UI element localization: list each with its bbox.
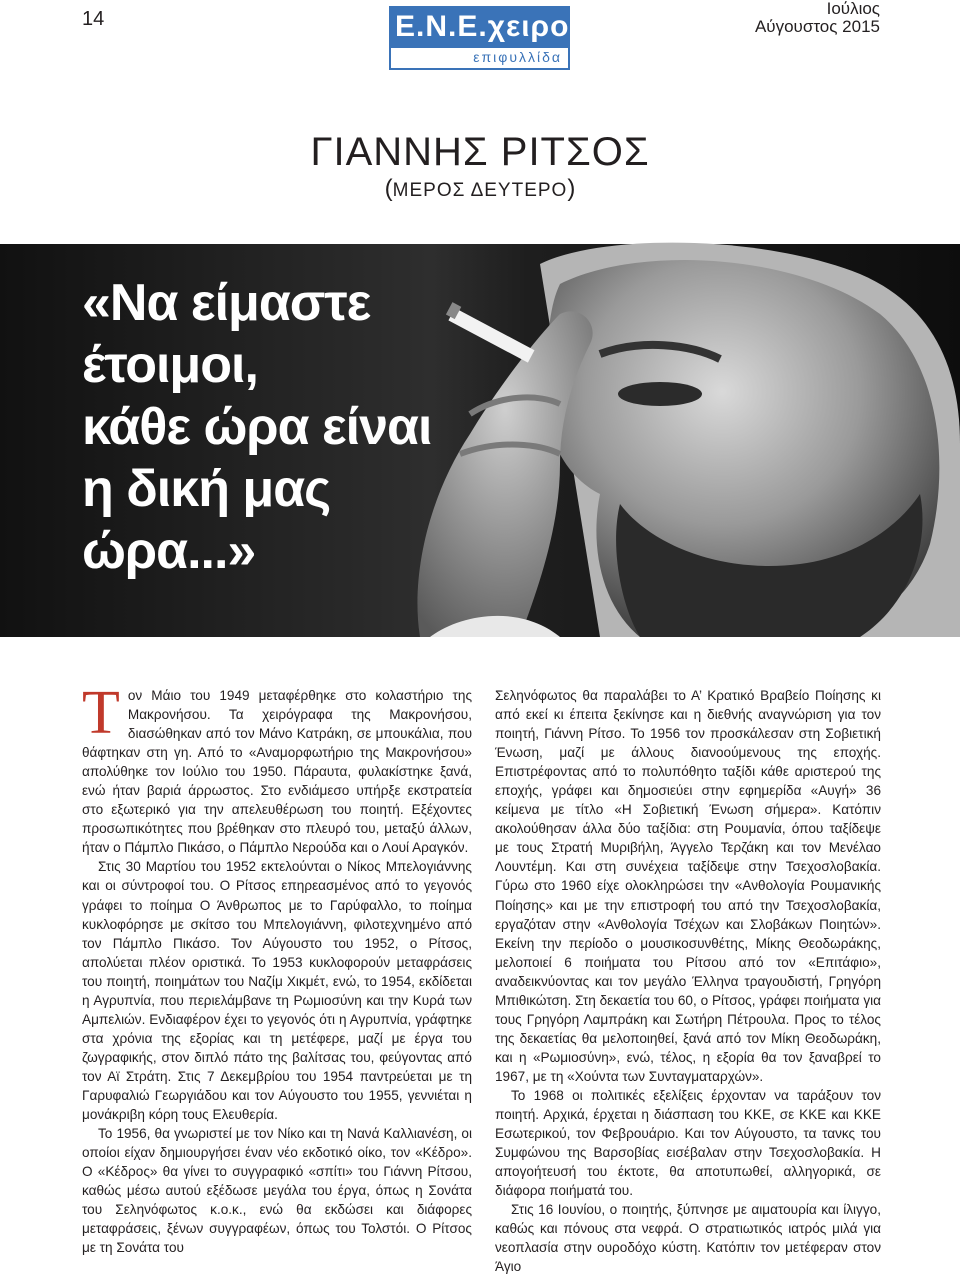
body-paragraph: Στις 16 Ιουνίου, ο ποιητής, ξύπνησε με αιματουρία και ίλιγγο, καθώς και πόνους στα νεφρά. Ο στρατιωτικός ιατρός μιλά για νεοπλασία στην ουροδόχο κύστη. Κατόπιν τον μετέφεραν στον Άγιο: [495, 1202, 881, 1275]
article-column-right: [495, 686, 881, 1276]
publication-logo: [389, 6, 570, 70]
paragraph-text: ον Μάιο του 1949 μεταφέρθηκε στο κολαστήριο της Μακρονήσου. Τα χειρόγραφα της Μακρονήσου, διασώθηκαν από τον Μάνο Κατράκη, σε μπουκάλια, που θάφτηκαν στη γη. Από το «Αναμορφωτήριο της Μακρονήσου» απολύθηκε τον Ιούλιο του 1950. Πάραυτα, φυλακίστηκε ξανά, ενώ ήταν βαριά άρρωστος. Στο ενδιάμεσο υπήρξε εκστρατεία στο εξωτερικό για την απελευθέρωση του ποιητή. Εξέχοντες προσωπικότητες που βρέθηκαν στο πλευρό του, μεταξύ άλλων, ήταν ο Πάμπλο Πικάσο, ο Πάμπλο Νερούδα και ο Λουί Αραγκόν.: [82, 688, 472, 856]
issue-date: [755, 0, 880, 36]
body-paragraph: Το 1968 οι πολιτικές εξελίξεις έρχονταν να ταράξουν τον ποιητή. Αρχικά, έρχεται η διάσπαση του ΚΚΕ, σε ΚΚΕ και ΚΚΕ Εσωτερικού, τον Φεβρουάριο. Και τον Αύγουστο, τα τανκς του Συμφώνου της Βαρσοβίας εισέβαλαν στην Τσεχοσλοβακία. Η απογοήτευσή του έκτοτε, θα αποτυπωθεί, αλληγορικά, σε διάφορα ποιήματά του.: [495, 1087, 881, 1199]
issue-month-year: Αύγουστος 2015: [754, 17, 880, 36]
logo-sub: επιφυλλίδα: [389, 48, 570, 70]
quote-line: έτοιμοι,: [82, 336, 258, 394]
article-subtitle: [0, 174, 960, 206]
issue-month: Ιούλιος: [826, 0, 880, 18]
body-paragraph: Σεληνόφωτος θα παραλάβει το Α’ Κρατικό Βραβείο Ποίησης κι από εκεί κι έπειτα ξεκίνησε και η διεθνής αναγνώριση για τον ποιητή, Γιάννη Ρίτσο. Το 1956 τον προσκάλεσαν στη Σοβιετική Ένωση, μαζί με άλλους διανοούμενους της εποχής. Επιστρέφοντας από το πολυπόθητο ταξίδι κάθε αριστερού της εποχής, γράφει και δημοσιεύει στην εφημερίδα «Αυγή» 36 κείμενα με τίτλο «Η Σοβιετική Ένωση σήμερα». Κατόπιν ακολούθησαν άλλα δύο ταξίδια: στη Ρουμανία, όπου ταξίδεψε με τους Στρατή Μυριβήλη, Άγγελο Τερζάκη και τον Μενέλαο Λουντέμη. Και στη συνέχεια ταξίδεψε στην Τσεχοσλοβακία. Γύρω στο 1960 είχε ολοκληρώσει την «Ανθολογία Ρουμανικής Ποίησης» και με την επιστροφή του από την Τσεχοσλοβακία, εργαζόταν στην «Ανθολογία Τσέχων και Σλοβάκων Ποιητών». Εκείνη την περίοδο ο μουσικοσυνθέτης, Μίκης Θεοδωράκης, μελοποιεί 6 ποιήματα του Ρίτσου από τον «Επιτάφιο», αναδεικνύοντας και τον μεγάλο Έλληνα τραγουδιστή, Γρηγόρη Μπιθικώτση. Στη δεκαετία του 60, ο Ρίτσος, γράφει ποιήματα για τους Γρηγόρη Λαμπράκη και Σωτήρη Πέτρουλα. Προς το τέλος της δεκαετίας θα μελοποιηθεί, ξανά από τον Μίκη Θεοδωράκη, και η «Ρωμιοσύνη», ενώ, τέλος, η εξορία θα τον ξαναβρεί το 1967, με τη «Χούντα των Συνταγματαρχών».: [495, 688, 881, 1084]
logo-main: Ε.Ν.Ε.χειρο: [389, 6, 570, 48]
pull-quote: [82, 272, 442, 582]
quote-line: κάθε ώρα είναι: [82, 398, 432, 456]
article-column-left: [82, 679, 472, 1257]
quote-line: «Να είμαστε: [82, 274, 371, 332]
article-title: ΓΙΑΝΝΗΣ ΡΙΤΣΟΣ: [310, 130, 650, 174]
dropcap: Τ: [82, 679, 120, 747]
subtitle-text: ΜΕΡΟΣ ΔΕΥΤΕΡΟ: [392, 180, 568, 201]
body-paragraph: Το 1956, θα γνωριστεί με τον Νίκο και τη Νανά Καλλιανέση, οι οποίοι είχαν δημιουργήσει έναν νέο εκδοτικό οίκο, τον «Κέδρο». Ο «Κέδρος» θα γίνει το συγγραφικό «σπίτι» του Γιάννη Ρίτσου, καθώς μέσω αυτού εξέδωσε μεγάλα του έργα, όπως η Σονάτα του Σεληνόφωτος κ.ο.κ., ενώ θα εκδώσει και διάφορες μεταφράσεις, ξένων συγγραφέων, όπως του Τολστόι. Ο Ρίτσος με τη Σονάτα του: [82, 1126, 472, 1256]
quote-line: η δική μας: [82, 460, 331, 518]
body-paragraph: [82, 679, 472, 857]
subtitle-paren-close: ): [567, 175, 576, 202]
page-number: 14: [82, 8, 105, 30]
body-paragraph: Στις 30 Μαρτίου του 1952 εκτελούνται ο Νίκος Μπελογιάννης και οι σύντροφοί του. Ο Ρίτσος επηρεασμένος από το γεγονός γράφει το ποίημα Ο Άνθρωπος με το Γαρύφαλλο, το ποίημα κυκλοφόρησε με σκίτσο του Μπελογιάννη, φιλοτεχνημένο από τον Πάμπλο Πικάσο. Τον Αύγουστο του 1952, ο Ρίτσος, απολύεται πλέον οριστικά. Το 1953 κυκλοφορούν μεταφράσεις του ποιητή, ποιημάτων του Ναζίμ Χικμέτ, ενώ, το 1954, εκδίδεται η Αγρυπνία, που περιελάμβανε τη Ρωμιοσύνη και την Κυρά των Αμπελιών. Ενδιαφέρον έχει το γεγονός ότι η Αγρυπνία, γράφτηκε στα χρόνια της εξορίας και τη μετέφερε, μαζί με έργα του ζωγραφικής, στον διπλό πάτο της βαλίτσας του, φεύγοντας από τον Αϊ Στράτη. Στις 7 Δεκεμβρίου του 1954 παντρεύεται με τη Γαρυφαλιώ Γεωργιάδου και τον Αύγουστο του 1955, γεννιέται η μονάκριβη κόρη τους Ελευθερία.: [82, 859, 472, 1123]
quote-line: ώρα...»: [82, 522, 256, 580]
subtitle-paren-open: (: [384, 175, 393, 202]
